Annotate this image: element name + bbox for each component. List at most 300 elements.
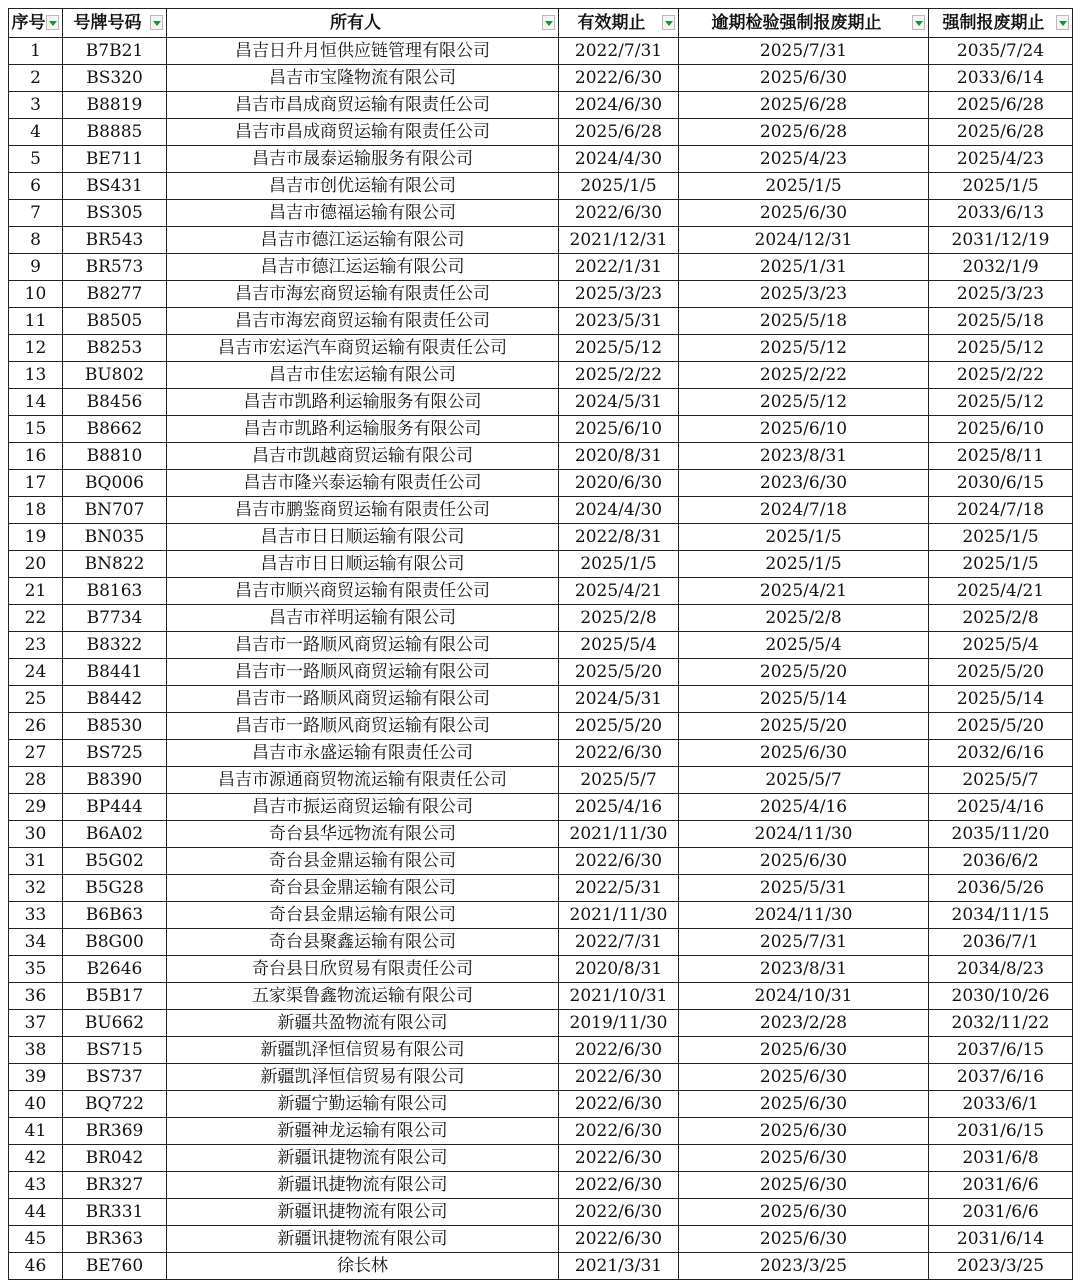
- seq-cell[interactable]: 41: [9, 1118, 63, 1145]
- valid-until-cell[interactable]: 2025/5/4: [559, 632, 679, 659]
- overdue-scrap-cell[interactable]: 2025/4/16: [679, 794, 929, 821]
- overdue-scrap-cell[interactable]: 2025/7/31: [679, 929, 929, 956]
- seq-cell[interactable]: 40: [9, 1091, 63, 1118]
- plate-cell[interactable]: B8277: [63, 281, 167, 308]
- valid-until-cell[interactable]: 2022/6/30: [559, 65, 679, 92]
- owner-cell[interactable]: 徐长林: [167, 1253, 559, 1280]
- overdue-scrap-cell[interactable]: 2025/6/30: [679, 65, 929, 92]
- overdue-scrap-cell[interactable]: 2023/3/25: [679, 1253, 929, 1280]
- seq-cell[interactable]: 38: [9, 1037, 63, 1064]
- overdue-scrap-cell[interactable]: 2025/2/8: [679, 605, 929, 632]
- plate-cell[interactable]: B7734: [63, 605, 167, 632]
- overdue-scrap-cell[interactable]: 2024/12/31: [679, 227, 929, 254]
- plate-cell[interactable]: BR573: [63, 254, 167, 281]
- owner-cell[interactable]: 昌吉市一路顺风商贸运输有限公司: [167, 713, 559, 740]
- seq-cell[interactable]: 21: [9, 578, 63, 605]
- seq-cell[interactable]: 31: [9, 848, 63, 875]
- forced-scrap-cell[interactable]: 2031/6/15: [929, 1118, 1073, 1145]
- plate-cell[interactable]: BS431: [63, 173, 167, 200]
- forced-scrap-cell[interactable]: 2033/6/14: [929, 65, 1073, 92]
- forced-scrap-cell[interactable]: 2032/11/22: [929, 1010, 1073, 1037]
- valid-until-cell[interactable]: 2025/5/12: [559, 335, 679, 362]
- plate-cell[interactable]: BN035: [63, 524, 167, 551]
- overdue-scrap-cell[interactable]: 2025/6/30: [679, 848, 929, 875]
- plate-cell[interactable]: BS725: [63, 740, 167, 767]
- overdue-scrap-cell[interactable]: 2023/2/28: [679, 1010, 929, 1037]
- overdue-scrap-cell[interactable]: 2025/6/30: [679, 1199, 929, 1226]
- owner-cell[interactable]: 新疆宁勤运输有限公司: [167, 1091, 559, 1118]
- forced-scrap-cell[interactable]: 2034/8/23: [929, 956, 1073, 983]
- valid-until-cell[interactable]: 2025/1/5: [559, 551, 679, 578]
- plate-cell[interactable]: BU662: [63, 1010, 167, 1037]
- overdue-scrap-cell[interactable]: 2025/5/12: [679, 389, 929, 416]
- seq-cell[interactable]: 11: [9, 308, 63, 335]
- forced-scrap-cell[interactable]: 2033/6/1: [929, 1091, 1073, 1118]
- overdue-scrap-cell[interactable]: 2025/6/30: [679, 1226, 929, 1253]
- forced-scrap-cell[interactable]: 2025/1/5: [929, 524, 1073, 551]
- seq-cell[interactable]: 30: [9, 821, 63, 848]
- forced-scrap-cell[interactable]: 2030/10/26: [929, 983, 1073, 1010]
- table-row: [9, 605, 1073, 632]
- forced-scrap-cell[interactable]: 2025/6/28: [929, 119, 1073, 146]
- overdue-scrap-cell[interactable]: 2025/2/22: [679, 362, 929, 389]
- overdue-scrap-cell[interactable]: 2025/4/23: [679, 146, 929, 173]
- plate-cell[interactable]: B8456: [63, 389, 167, 416]
- forced-scrap-cell[interactable]: 2031/6/6: [929, 1199, 1073, 1226]
- owner-cell[interactable]: 昌吉市海宏商贸运输有限责任公司: [167, 308, 559, 335]
- plate-cell[interactable]: BS320: [63, 65, 167, 92]
- owner-cell[interactable]: 昌吉市鹏鉴商贸运输有限责任公司: [167, 497, 559, 524]
- seq-cell[interactable]: 44: [9, 1199, 63, 1226]
- forced-scrap-cell[interactable]: 2032/1/9: [929, 254, 1073, 281]
- valid-until-cell[interactable]: 2025/5/20: [559, 713, 679, 740]
- owner-cell[interactable]: 奇台县日欣贸易有限责任公司: [167, 956, 559, 983]
- forced-scrap-cell[interactable]: 2034/11/15: [929, 902, 1073, 929]
- plate-cell[interactable]: B5G28: [63, 875, 167, 902]
- valid-until-cell[interactable]: 2021/11/30: [559, 821, 679, 848]
- seq-cell[interactable]: 20: [9, 551, 63, 578]
- valid-until-cell[interactable]: 2025/6/10: [559, 416, 679, 443]
- overdue-scrap-cell[interactable]: 2024/7/18: [679, 497, 929, 524]
- plate-cell[interactable]: BR042: [63, 1145, 167, 1172]
- seq-cell[interactable]: 32: [9, 875, 63, 902]
- owner-cell[interactable]: 昌吉市一路顺风商贸运输有限公司: [167, 632, 559, 659]
- overdue-scrap-cell[interactable]: 2025/6/30: [679, 1172, 929, 1199]
- owner-cell[interactable]: 昌吉市一路顺风商贸运输有限公司: [167, 686, 559, 713]
- plate-cell[interactable]: B8819: [63, 92, 167, 119]
- valid-until-cell[interactable]: 2025/5/20: [559, 659, 679, 686]
- overdue-scrap-cell[interactable]: 2025/7/31: [679, 38, 929, 65]
- table-row: [9, 227, 1073, 254]
- seq-cell[interactable]: 7: [9, 200, 63, 227]
- valid-until-cell[interactable]: 2019/11/30: [559, 1010, 679, 1037]
- forced-scrap-cell[interactable]: 2025/1/5: [929, 551, 1073, 578]
- forced-scrap-cell[interactable]: 2025/4/23: [929, 146, 1073, 173]
- table-row: [9, 1172, 1073, 1199]
- valid-until-cell[interactable]: 2025/4/21: [559, 578, 679, 605]
- owner-cell[interactable]: 昌吉市源通商贸物流运输有限责任公司: [167, 767, 559, 794]
- valid-until-cell[interactable]: 2022/6/30: [559, 1199, 679, 1226]
- plate-cell[interactable]: B8163: [63, 578, 167, 605]
- forced-scrap-cell[interactable]: 2031/6/6: [929, 1172, 1073, 1199]
- seq-cell[interactable]: 15: [9, 416, 63, 443]
- overdue-scrap-cell[interactable]: 2025/5/14: [679, 686, 929, 713]
- forced-scrap-cell[interactable]: 2025/5/12: [929, 389, 1073, 416]
- table-row: [9, 254, 1073, 281]
- valid-until-cell[interactable]: 2024/5/31: [559, 389, 679, 416]
- forced-scrap-cell[interactable]: 2025/5/14: [929, 686, 1073, 713]
- valid-until-cell[interactable]: 2020/8/31: [559, 443, 679, 470]
- owner-cell[interactable]: 昌吉市隆兴泰运输有限责任公司: [167, 470, 559, 497]
- owner-cell[interactable]: 昌吉市德江运运输有限公司: [167, 254, 559, 281]
- table-row: [9, 416, 1073, 443]
- owner-cell[interactable]: 昌吉市创优运输有限公司: [167, 173, 559, 200]
- owner-cell[interactable]: 昌吉市日日顺运输有限公司: [167, 551, 559, 578]
- owner-cell[interactable]: 奇台县金鼎运输有限公司: [167, 902, 559, 929]
- plate-cell[interactable]: B8322: [63, 632, 167, 659]
- table-row: [9, 1010, 1073, 1037]
- forced-scrap-cell[interactable]: 2025/4/21: [929, 578, 1073, 605]
- forced-scrap-cell[interactable]: 2037/6/16: [929, 1064, 1073, 1091]
- seq-cell[interactable]: 17: [9, 470, 63, 497]
- plate-cell[interactable]: BR327: [63, 1172, 167, 1199]
- seq-cell[interactable]: 10: [9, 281, 63, 308]
- plate-cell[interactable]: BN822: [63, 551, 167, 578]
- owner-cell[interactable]: 新疆神龙运输有限公司: [167, 1118, 559, 1145]
- overdue-scrap-cell[interactable]: 2025/1/5: [679, 524, 929, 551]
- table-row: [9, 821, 1073, 848]
- table-row: [9, 1118, 1073, 1145]
- valid-until-cell[interactable]: 2022/6/30: [559, 1226, 679, 1253]
- seq-cell[interactable]: 4: [9, 119, 63, 146]
- forced-scrap-cell[interactable]: 2025/5/4: [929, 632, 1073, 659]
- seq-cell[interactable]: 3: [9, 92, 63, 119]
- plate-cell[interactable]: B8885: [63, 119, 167, 146]
- owner-cell[interactable]: 昌吉市德福运输有限公司: [167, 200, 559, 227]
- plate-cell[interactable]: B8390: [63, 767, 167, 794]
- seq-cell[interactable]: 12: [9, 335, 63, 362]
- overdue-scrap-cell[interactable]: 2025/6/28: [679, 119, 929, 146]
- overdue-scrap-cell[interactable]: 2025/6/30: [679, 740, 929, 767]
- owner-cell[interactable]: 新疆共盈物流有限公司: [167, 1010, 559, 1037]
- plate-cell[interactable]: B8442: [63, 686, 167, 713]
- filter-dropdown-icon[interactable]: [46, 15, 59, 30]
- seq-cell[interactable]: 39: [9, 1064, 63, 1091]
- valid-until-cell[interactable]: 2022/1/31: [559, 254, 679, 281]
- overdue-scrap-cell[interactable]: 2024/11/30: [679, 821, 929, 848]
- seq-cell[interactable]: 6: [9, 173, 63, 200]
- overdue-scrap-cell[interactable]: 2023/8/31: [679, 443, 929, 470]
- overdue-scrap-cell[interactable]: 2025/5/12: [679, 335, 929, 362]
- seq-cell[interactable]: 45: [9, 1226, 63, 1253]
- forced-scrap-cell[interactable]: 2024/7/18: [929, 497, 1073, 524]
- valid-until-cell[interactable]: 2022/8/31: [559, 524, 679, 551]
- overdue-scrap-cell[interactable]: 2025/6/30: [679, 1064, 929, 1091]
- valid-until-cell[interactable]: 2021/12/31: [559, 227, 679, 254]
- valid-until-cell[interactable]: 2025/6/28: [559, 119, 679, 146]
- valid-until-cell[interactable]: 2024/4/30: [559, 146, 679, 173]
- plate-cell[interactable]: BQ722: [63, 1091, 167, 1118]
- seq-cell[interactable]: 23: [9, 632, 63, 659]
- seq-cell[interactable]: 28: [9, 767, 63, 794]
- plate-cell[interactable]: BN707: [63, 497, 167, 524]
- valid-until-cell[interactable]: 2025/1/5: [559, 173, 679, 200]
- forced-scrap-cell[interactable]: 2025/2/8: [929, 605, 1073, 632]
- plate-cell[interactable]: BU802: [63, 362, 167, 389]
- forced-scrap-cell[interactable]: 2025/6/28: [929, 92, 1073, 119]
- seq-cell[interactable]: 43: [9, 1172, 63, 1199]
- seq-cell[interactable]: 33: [9, 902, 63, 929]
- filter-dropdown-icon[interactable]: [150, 15, 163, 30]
- header-label: 序号: [11, 12, 46, 33]
- plate-cell[interactable]: B8810: [63, 443, 167, 470]
- plate-cell[interactable]: B8662: [63, 416, 167, 443]
- seq-cell[interactable]: 2: [9, 65, 63, 92]
- valid-until-cell[interactable]: 2025/5/7: [559, 767, 679, 794]
- owner-cell[interactable]: 昌吉市晟泰运输服务有限公司: [167, 146, 559, 173]
- filter-dropdown-icon[interactable]: [662, 15, 675, 30]
- valid-until-cell[interactable]: 2025/2/8: [559, 605, 679, 632]
- seq-cell[interactable]: 35: [9, 956, 63, 983]
- forced-scrap-cell[interactable]: 2036/6/2: [929, 848, 1073, 875]
- owner-cell[interactable]: 昌吉市顺兴商贸运输有限责任公司: [167, 578, 559, 605]
- plate-cell[interactable]: BS305: [63, 200, 167, 227]
- owner-cell[interactable]: 昌吉市宏运汽车商贸运输有限责任公司: [167, 335, 559, 362]
- valid-until-cell[interactable]: 2020/8/31: [559, 956, 679, 983]
- owner-cell[interactable]: 新疆讯捷物流有限公司: [167, 1172, 559, 1199]
- valid-until-cell[interactable]: 2025/3/23: [559, 281, 679, 308]
- owner-cell[interactable]: 奇台县华远物流有限公司: [167, 821, 559, 848]
- valid-until-cell[interactable]: 2021/10/31: [559, 983, 679, 1010]
- owner-cell[interactable]: 奇台县聚鑫运输有限公司: [167, 929, 559, 956]
- seq-cell[interactable]: 9: [9, 254, 63, 281]
- plate-cell[interactable]: BR363: [63, 1226, 167, 1253]
- overdue-scrap-cell[interactable]: 2023/8/31: [679, 956, 929, 983]
- forced-scrap-cell[interactable]: 2032/6/16: [929, 740, 1073, 767]
- plate-cell[interactable]: B8441: [63, 659, 167, 686]
- plate-cell[interactable]: BR543: [63, 227, 167, 254]
- forced-scrap-cell[interactable]: 2037/6/15: [929, 1037, 1073, 1064]
- table-row: [9, 875, 1073, 902]
- filter-dropdown-icon[interactable]: [542, 15, 555, 30]
- plate-cell[interactable]: B8530: [63, 713, 167, 740]
- owner-cell[interactable]: 新疆讯捷物流有限公司: [167, 1226, 559, 1253]
- table-row: [9, 173, 1073, 200]
- overdue-scrap-cell[interactable]: 2025/5/18: [679, 308, 929, 335]
- plate-cell[interactable]: B8253: [63, 335, 167, 362]
- overdue-scrap-cell[interactable]: 2025/5/31: [679, 875, 929, 902]
- forced-scrap-cell[interactable]: 2025/5/7: [929, 767, 1073, 794]
- valid-until-cell[interactable]: 2022/6/30: [559, 1037, 679, 1064]
- seq-cell[interactable]: 46: [9, 1253, 63, 1280]
- valid-until-cell[interactable]: 2022/6/30: [559, 200, 679, 227]
- seq-cell[interactable]: 37: [9, 1010, 63, 1037]
- owner-cell[interactable]: 五家渠鲁鑫物流运输有限公司: [167, 983, 559, 1010]
- valid-until-cell[interactable]: 2021/11/30: [559, 902, 679, 929]
- forced-scrap-cell[interactable]: 2031/12/19: [929, 227, 1073, 254]
- owner-cell[interactable]: 昌吉市昌成商贸运输有限责任公司: [167, 92, 559, 119]
- plate-cell[interactable]: BS715: [63, 1037, 167, 1064]
- overdue-scrap-cell[interactable]: 2025/3/23: [679, 281, 929, 308]
- header-label: 所有人: [330, 12, 381, 33]
- owner-cell[interactable]: 昌吉市海宏商贸运输有限责任公司: [167, 281, 559, 308]
- forced-scrap-cell[interactable]: 2025/1/5: [929, 173, 1073, 200]
- valid-until-cell[interactable]: 2025/2/22: [559, 362, 679, 389]
- seq-cell[interactable]: 1: [9, 38, 63, 65]
- owner-cell[interactable]: 昌吉市凯越商贸运输有限公司: [167, 443, 559, 470]
- header-cell-plate: [63, 9, 167, 38]
- overdue-scrap-cell[interactable]: 2024/10/31: [679, 983, 929, 1010]
- forced-scrap-cell[interactable]: 2036/5/26: [929, 875, 1073, 902]
- overdue-scrap-cell[interactable]: 2025/6/30: [679, 1037, 929, 1064]
- seq-cell[interactable]: 26: [9, 713, 63, 740]
- valid-until-cell[interactable]: 2024/4/30: [559, 497, 679, 524]
- valid-until-cell[interactable]: 2022/6/30: [559, 740, 679, 767]
- seq-cell[interactable]: 16: [9, 443, 63, 470]
- owner-cell[interactable]: 昌吉市德江运运输有限公司: [167, 227, 559, 254]
- plate-cell[interactable]: BQ006: [63, 470, 167, 497]
- owner-cell[interactable]: 新疆凯泽恒信贸易有限公司: [167, 1064, 559, 1091]
- owner-cell[interactable]: 奇台县金鼎运输有限公司: [167, 875, 559, 902]
- owner-cell[interactable]: 奇台县金鼎运输有限公司: [167, 848, 559, 875]
- plate-cell[interactable]: B6A02: [63, 821, 167, 848]
- overdue-scrap-cell[interactable]: 2024/11/30: [679, 902, 929, 929]
- header-cell-owner: [167, 9, 559, 38]
- seq-cell[interactable]: 18: [9, 497, 63, 524]
- owner-cell[interactable]: 昌吉市凯路利运输服务有限公司: [167, 389, 559, 416]
- forced-scrap-cell[interactable]: 2025/3/23: [929, 281, 1073, 308]
- owner-cell[interactable]: 昌吉市祥明运输有限公司: [167, 605, 559, 632]
- overdue-scrap-cell[interactable]: 2025/6/30: [679, 1145, 929, 1172]
- forced-scrap-cell[interactable]: 2025/4/16: [929, 794, 1073, 821]
- forced-scrap-cell[interactable]: 2030/6/15: [929, 470, 1073, 497]
- forced-scrap-cell[interactable]: 2035/7/24: [929, 38, 1073, 65]
- seq-cell[interactable]: 24: [9, 659, 63, 686]
- plate-cell[interactable]: BS737: [63, 1064, 167, 1091]
- valid-until-cell[interactable]: 2022/6/30: [559, 1172, 679, 1199]
- overdue-scrap-cell[interactable]: 2025/6/10: [679, 416, 929, 443]
- owner-cell[interactable]: 昌吉市凯路利运输服务有限公司: [167, 416, 559, 443]
- plate-cell[interactable]: BE711: [63, 146, 167, 173]
- forced-scrap-cell[interactable]: 2036/7/1: [929, 929, 1073, 956]
- overdue-scrap-cell[interactable]: 2025/6/28: [679, 92, 929, 119]
- filter-dropdown-icon[interactable]: [912, 15, 925, 30]
- plate-cell[interactable]: B8505: [63, 308, 167, 335]
- forced-scrap-cell[interactable]: 2025/5/20: [929, 713, 1073, 740]
- overdue-scrap-cell[interactable]: 2025/6/30: [679, 200, 929, 227]
- seq-cell[interactable]: 14: [9, 389, 63, 416]
- seq-cell[interactable]: 5: [9, 146, 63, 173]
- filter-dropdown-icon[interactable]: [1056, 15, 1069, 30]
- seq-cell[interactable]: 29: [9, 794, 63, 821]
- seq-cell[interactable]: 25: [9, 686, 63, 713]
- plate-cell[interactable]: BR369: [63, 1118, 167, 1145]
- overdue-scrap-cell[interactable]: 2025/5/7: [679, 767, 929, 794]
- forced-scrap-cell[interactable]: 2023/3/25: [929, 1253, 1073, 1280]
- plate-cell[interactable]: B6B63: [63, 902, 167, 929]
- table-row: [9, 1253, 1073, 1280]
- table-row: [9, 740, 1073, 767]
- forced-scrap-cell[interactable]: 2025/2/22: [929, 362, 1073, 389]
- forced-scrap-cell[interactable]: 2031/6/8: [929, 1145, 1073, 1172]
- plate-cell[interactable]: B2646: [63, 956, 167, 983]
- valid-until-cell[interactable]: 2022/6/30: [559, 1091, 679, 1118]
- valid-until-cell[interactable]: 2022/6/30: [559, 1118, 679, 1145]
- valid-until-cell[interactable]: 2025/4/16: [559, 794, 679, 821]
- seq-cell[interactable]: 19: [9, 524, 63, 551]
- overdue-scrap-cell[interactable]: 2025/1/5: [679, 173, 929, 200]
- valid-until-cell[interactable]: 2022/7/31: [559, 929, 679, 956]
- forced-scrap-cell[interactable]: 2025/5/12: [929, 335, 1073, 362]
- owner-cell[interactable]: 昌吉市佳宏运输有限公司: [167, 362, 559, 389]
- plate-cell[interactable]: BP444: [63, 794, 167, 821]
- owner-cell[interactable]: 昌吉市振运商贸运输有限公司: [167, 794, 559, 821]
- owner-cell[interactable]: 昌吉市宝隆物流有限公司: [167, 65, 559, 92]
- owner-cell[interactable]: 昌吉市日日顺运输有限公司: [167, 524, 559, 551]
- valid-until-cell[interactable]: 2023/5/31: [559, 308, 679, 335]
- valid-until-cell[interactable]: 2024/5/31: [559, 686, 679, 713]
- forced-scrap-cell[interactable]: 2035/11/20: [929, 821, 1073, 848]
- valid-until-cell[interactable]: 2021/3/31: [559, 1253, 679, 1280]
- plate-cell[interactable]: B5B17: [63, 983, 167, 1010]
- overdue-scrap-cell[interactable]: 2025/1/5: [679, 551, 929, 578]
- table-row: [9, 497, 1073, 524]
- forced-scrap-cell[interactable]: 2031/6/14: [929, 1226, 1073, 1253]
- owner-cell[interactable]: 新疆讯捷物流有限公司: [167, 1145, 559, 1172]
- plate-cell[interactable]: B7B21: [63, 38, 167, 65]
- valid-until-cell[interactable]: 2022/6/30: [559, 1064, 679, 1091]
- forced-scrap-cell[interactable]: 2033/6/13: [929, 200, 1073, 227]
- valid-until-cell[interactable]: 2022/5/31: [559, 875, 679, 902]
- forced-scrap-cell[interactable]: 2025/5/20: [929, 659, 1073, 686]
- table-row: [9, 767, 1073, 794]
- overdue-scrap-cell[interactable]: 2025/5/4: [679, 632, 929, 659]
- overdue-scrap-cell[interactable]: 2025/6/30: [679, 1118, 929, 1145]
- owner-cell[interactable]: 昌吉日升月恒供应链管理有限公司: [167, 38, 559, 65]
- valid-until-cell[interactable]: 2022/6/30: [559, 848, 679, 875]
- owner-cell[interactable]: 新疆讯捷物流有限公司: [167, 1199, 559, 1226]
- valid-until-cell[interactable]: 2022/7/31: [559, 38, 679, 65]
- owner-cell[interactable]: 昌吉市永盛运输有限责任公司: [167, 740, 559, 767]
- seq-cell[interactable]: 27: [9, 740, 63, 767]
- seq-cell[interactable]: 42: [9, 1145, 63, 1172]
- seq-cell[interactable]: 22: [9, 605, 63, 632]
- seq-cell[interactable]: 8: [9, 227, 63, 254]
- forced-scrap-cell[interactable]: 2025/5/18: [929, 308, 1073, 335]
- plate-cell[interactable]: B5G02: [63, 848, 167, 875]
- plate-cell[interactable]: BR331: [63, 1199, 167, 1226]
- overdue-scrap-cell[interactable]: 2025/6/30: [679, 1091, 929, 1118]
- forced-scrap-cell[interactable]: 2025/6/10: [929, 416, 1073, 443]
- owner-cell[interactable]: 昌吉市一路顺风商贸运输有限公司: [167, 659, 559, 686]
- overdue-scrap-cell[interactable]: 2025/5/20: [679, 713, 929, 740]
- overdue-scrap-cell[interactable]: 2025/5/20: [679, 659, 929, 686]
- seq-cell[interactable]: 36: [9, 983, 63, 1010]
- seq-cell[interactable]: 13: [9, 362, 63, 389]
- overdue-scrap-cell[interactable]: 2025/4/21: [679, 578, 929, 605]
- owner-cell[interactable]: 新疆凯泽恒信贸易有限公司: [167, 1037, 559, 1064]
- valid-until-cell[interactable]: 2020/6/30: [559, 470, 679, 497]
- plate-cell[interactable]: BE760: [63, 1253, 167, 1280]
- valid-until-cell[interactable]: 2024/6/30: [559, 92, 679, 119]
- seq-cell[interactable]: 34: [9, 929, 63, 956]
- plate-cell[interactable]: B8G00: [63, 929, 167, 956]
- forced-scrap-cell[interactable]: 2025/8/11: [929, 443, 1073, 470]
- owner-cell[interactable]: 昌吉市昌成商贸运输有限责任公司: [167, 119, 559, 146]
- overdue-scrap-cell[interactable]: 2025/1/31: [679, 254, 929, 281]
- valid-until-cell[interactable]: 2022/6/30: [559, 1145, 679, 1172]
- overdue-scrap-cell[interactable]: 2023/6/30: [679, 470, 929, 497]
